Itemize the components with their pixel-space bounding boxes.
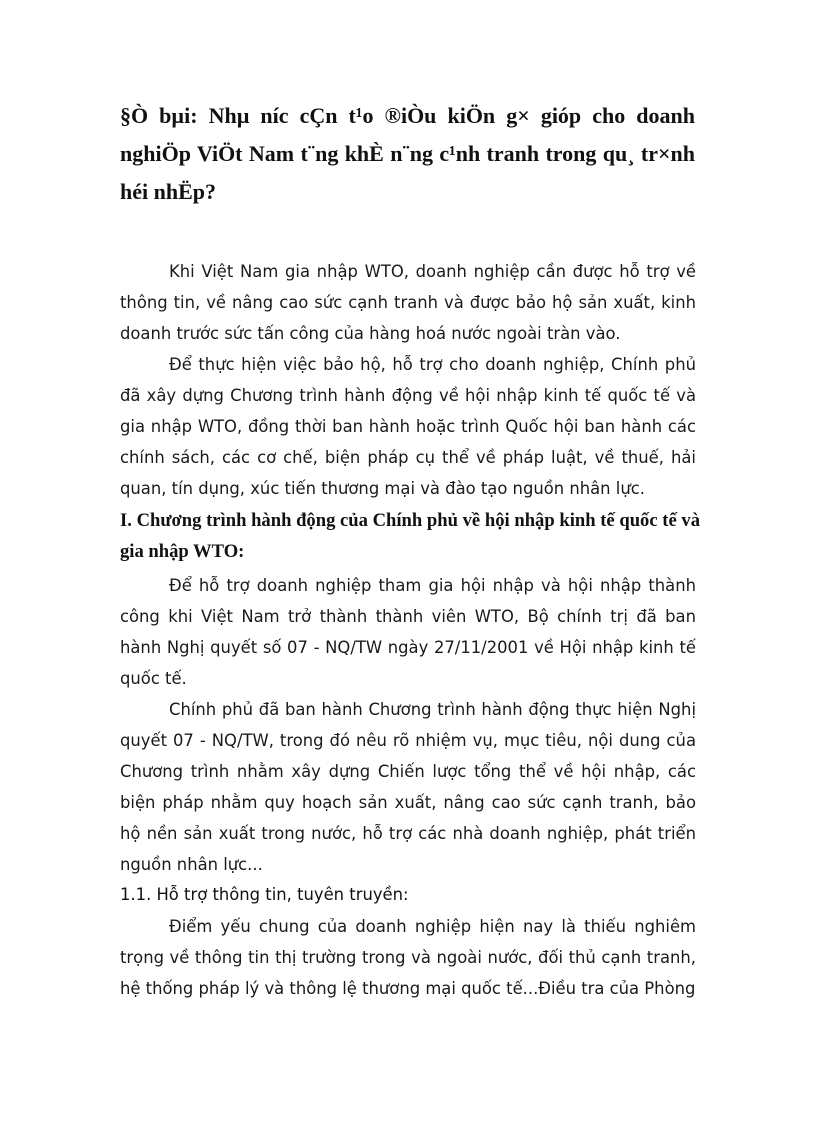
paragraph: Khi Việt Nam gia nhập WTO, doanh nghiệp cần được hỗ trợ về thông tin, về nâng cao sức cạnh tranh và được bảo hộ sản xuất, kinh doanh trước sức tấn công của hàng hoá nước ngoài tràn vào. (120, 262, 696, 343)
paragraph: Để hỗ trợ doanh nghiệp tham gia hội nhập và hội nhập thành công khi Việt Nam trở thành thành viên WTO, Bộ chính trị đã ban hành Nghị quyết số 07 - NQ/TW ngày 27/11/2001 về Hội nhập kinh tế quốc tế. (120, 576, 696, 688)
title-line: nghiÖp ViÖt Nam t¨ng khÈ n¨ng c¹nh tranh trong qu¸ tr×nh (120, 141, 695, 166)
document-title (120, 97, 695, 211)
section-body (120, 570, 696, 880)
paragraph: Điểm yếu chung của doanh nghiệp hiện nay là thiếu nghiêm trọng về thông tin thị trường trong và ngoài nước, đối thủ cạnh tranh, hệ thống pháp lý và thông lệ thương mại quốc tế...Điều tra của Phòng (120, 917, 696, 998)
paragraph: Để thực hiện việc bảo hộ, hỗ trợ cho doanh nghiệp, Chính phủ đã xây dựng Chương trình hành động về hội nhập kinh tế quốc tế và gia nhập WTO, đồng thời ban hành hoặc trình Quốc hội ban hành các chính sách, các cơ chế, biện pháp cụ thể về pháp luật, về thuế, hải quan, tín dụng, xúc tiến thương mại và đào tạo nguồn nhân lực. (120, 355, 696, 498)
title-line: héi nhËp? (120, 179, 216, 204)
title-line: §Ò bµi: Nhµ níc cÇn t¹o ®iÒu kiÖn g× gióp cho doanh (120, 103, 695, 128)
section-heading: I. Chương trình hành động của Chính phủ về hội nhập kinh tế quốc tế và gia nhập WTO: (120, 510, 700, 562)
intro-section (120, 256, 696, 504)
subsection-heading: 1.1. Hỗ trợ thông tin, tuyên truyền: (120, 885, 409, 904)
subsection-body (120, 911, 696, 1004)
paragraph: Chính phủ đã ban hành Chương trình hành động thực hiện Nghị quyết 07 - NQ/TW, trong đó nêu rõ nhiệm vụ, mục tiêu, nội dung của Chương trình nhằm xây dựng Chiến lược tổng thể về hội nhập, các biện pháp nhằm quy hoạch sản xuất, nâng cao sức cạnh tranh, bảo hộ nền sản xuất trong nước, hỗ trợ các nhà doanh nghiệp, phát triển nguồn nhân lực... (120, 700, 696, 874)
